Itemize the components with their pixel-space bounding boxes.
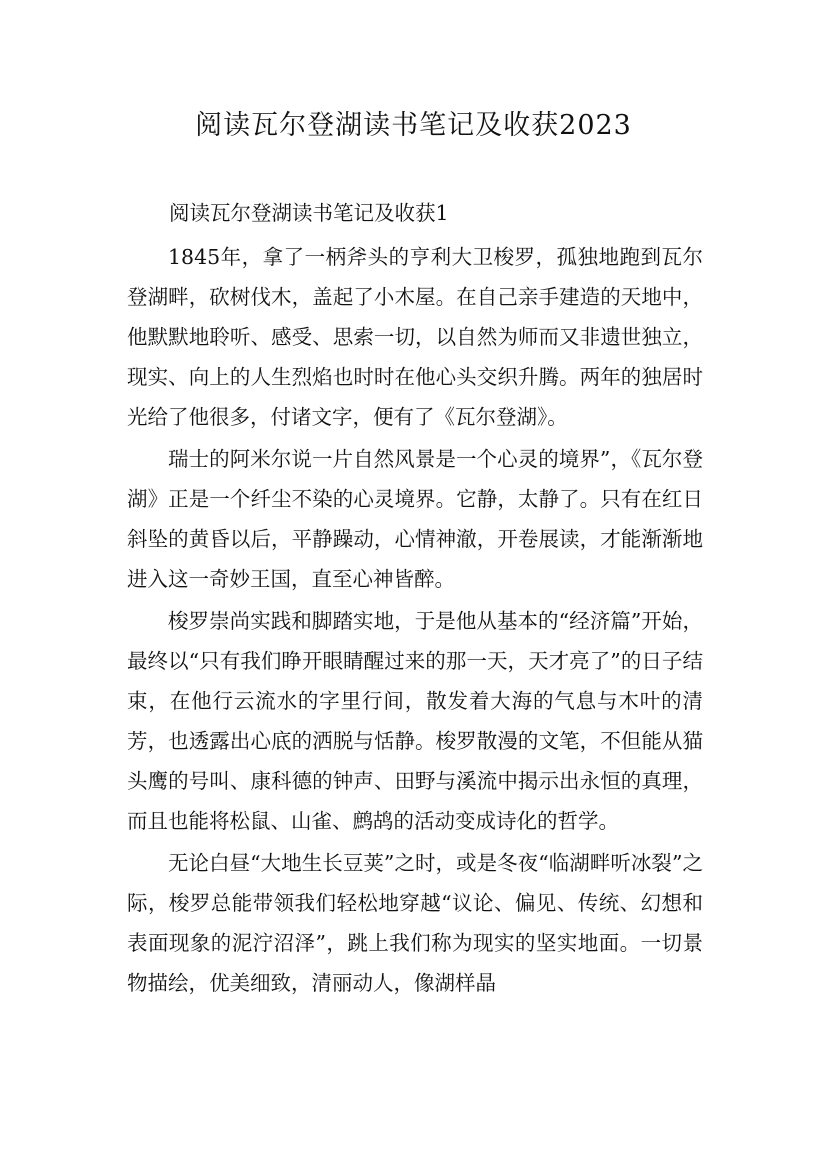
section-heading: 阅读瓦尔登湖读书笔记及收获1: [169, 201, 449, 225]
document-title: 阅读瓦尔登湖读书笔记及收获2023: [195, 110, 632, 141]
paragraph: 无论白昼“大地生长豆荚”之时，或是冬夜“临湖畔听冰裂”之际，梭罗总能带领我们轻松地穿越“议论、偏见、传统、幻想和表面现象的泥泞沼泽”，跳上我们称为现实的坚实地面。一切景物描绘，优美细致，清丽动人，像湖样晶: [127, 851, 703, 995]
paragraph: 瑞士的阿米尔说一片自然风景是一个心灵的境界”，《瓦尔登湖》正是一个纤尘不染的心灵境界。它静，太静了。只有在红日斜坠的黄昏以后，平静躁动，心情神澈，开卷展读，才能渐渐地进入这一奇妙王国，直至心神皆醉。: [127, 447, 703, 591]
document-body: [127, 192, 703, 1003]
paragraph: 梭罗崇尚实践和脚踏实地，于是他从基本的“经济篇”开始，最终以“只有我们睁开眼睛醒过来的那一天，天才亮了”的日子结束，在他行云流水的字里行间，散发着大海的气息与木叶的清芳，也透露出心底的洒脱与恬静。梭罗散漫的文笔，不但能从猫头鹰的号叫、康科德的钟声、田野与溪流中揭示出永恒的真理，而且也能将松鼠、山雀、鹧鸪的活动变成诗化的哲学。: [127, 609, 703, 833]
paragraph: 1845年，拿了一柄斧头的亨利大卫梭罗，孤独地跑到瓦尔登湖畔，砍树伐木，盖起了小木屋。在自己亲手建造的天地中，他默默地聆听、感受、思索一切，以自然为师而又非遗世独立，现实、向上的人生烈焰也时时在他心头交织升腾。两年的独居时光给了他很多，付诸文字，便有了《瓦尔登湖》。: [127, 245, 703, 429]
